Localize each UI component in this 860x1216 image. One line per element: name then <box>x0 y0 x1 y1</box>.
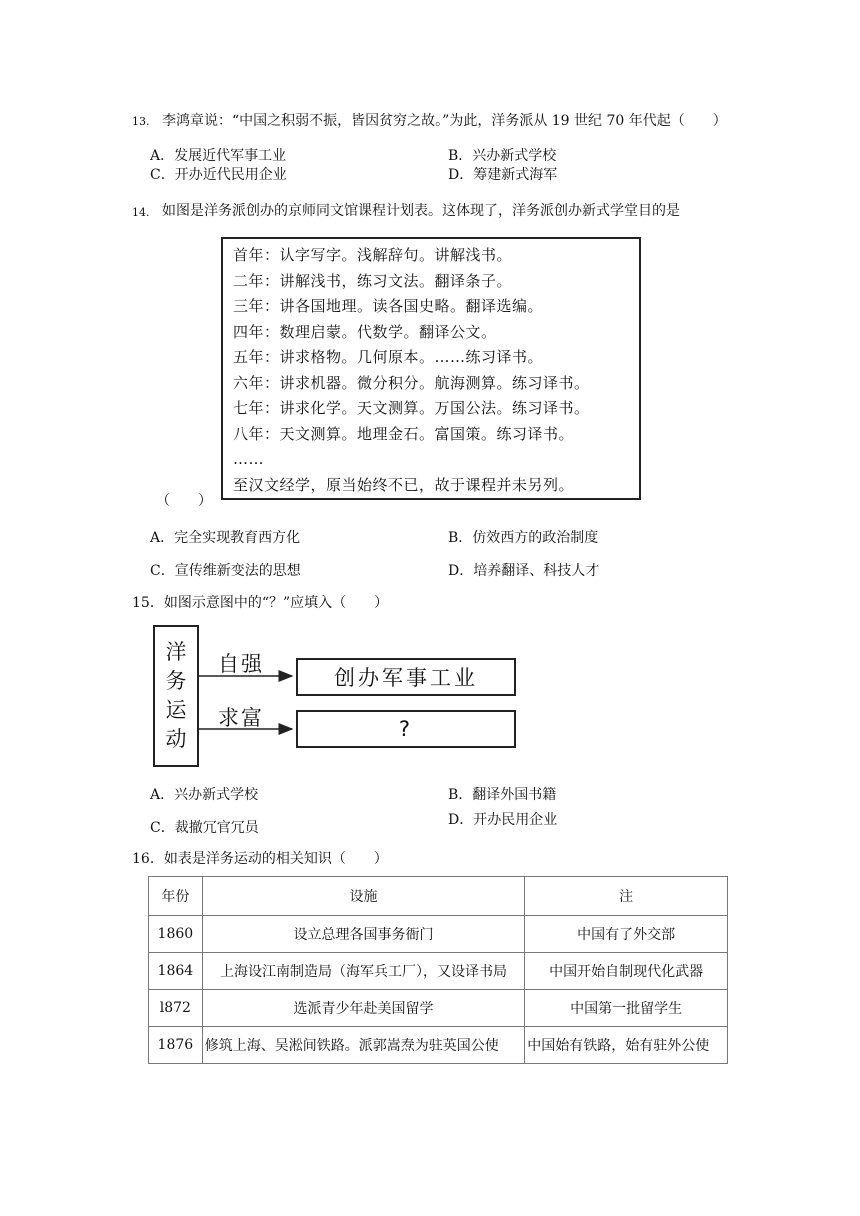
q14-option-a: A．完全实现教育西方化 <box>150 530 301 546</box>
knowledge-table <box>148 876 728 1064</box>
q14-number: 14. <box>132 206 150 219</box>
cell-facility: 上海设江南制造局（海军兵工厂），又设译书局 <box>202 953 525 990</box>
q13-option-d: D．筹建新式海军 <box>448 167 558 183</box>
cell-note: 中国始有铁路，始有驻外公使 <box>525 1027 728 1064</box>
movement-diagram <box>150 622 530 772</box>
course-line-7: 七年：讲求化学。天文测算。万国公法。练习译书。 <box>233 399 590 417</box>
cell-year: 1864 <box>149 953 203 990</box>
q15-option-d: D．开办民用企业 <box>448 812 558 828</box>
table-row <box>149 916 728 953</box>
q14-answer-bracket: （ ） <box>156 493 212 509</box>
table-row <box>149 1027 728 1064</box>
course-line-2: 二年：讲解浅书，练习文法。翻译条子。 <box>233 271 513 290</box>
cell-note: 中国第一批留学生 <box>525 990 728 1027</box>
label-seeking-wealth: 求富 <box>218 706 264 730</box>
q15-option-a: A．兴办新式学校 <box>150 787 259 803</box>
q14-stem: 如图是洋务派创办的京师同文馆课程计划表。这体现了，洋务派创办新式学堂目的是 <box>162 203 680 219</box>
movement-char-3: 运 <box>165 698 187 722</box>
q14-option-d: D．培养翻译、科技人才 <box>448 563 600 579</box>
movement-char-2: 务 <box>165 669 187 693</box>
cell-year: 1860 <box>149 916 203 953</box>
cell-facility: 选派青少年赴美国留学 <box>202 990 525 1027</box>
header-year: 年份 <box>149 877 203 916</box>
box-military-industry: 创办军事工业 <box>296 658 516 696</box>
table-row <box>149 990 728 1027</box>
diagram-arrows <box>150 622 530 772</box>
q13-option-c: C．开办近代民用企业 <box>150 167 287 183</box>
q15-stem: 15．如图示意图中的“？”应填入（ ） <box>132 595 389 611</box>
q15-option-b: B．翻译外国书籍 <box>448 787 557 803</box>
cell-year: l872 <box>149 990 203 1027</box>
course-plan-image <box>221 237 641 500</box>
cell-note: 中国开始自制现代化武器 <box>525 953 728 990</box>
q14-option-c: C．宣传维新变法的思想 <box>150 563 301 579</box>
movement-char-1: 洋 <box>165 640 187 664</box>
q13-option-a: A．发展近代军事工业 <box>150 148 287 164</box>
course-line-9: …… <box>233 450 264 468</box>
cell-year: 1876 <box>149 1027 203 1064</box>
q16-stem: 16．如表是洋务运动的相关知识（ ） <box>132 851 388 867</box>
q15-option-c: C．裁撤冗官冗员 <box>150 820 259 836</box>
cell-facility: 修筑上海、吴淞间铁路。派郭嵩焘为驻英国公使 <box>202 1027 525 1064</box>
box-unknown: ? <box>296 710 516 748</box>
table-header-row <box>149 877 728 916</box>
header-facility: 设施 <box>202 877 525 916</box>
course-line-5: 五年：讲求格物。几何原本。……练习译书。 <box>233 348 544 366</box>
q13-stem: 李鸿章说：“中国之积弱不振，皆因贫穷之故。”为此，洋务派从 19 世纪 70 年代起（ ） <box>162 113 727 129</box>
header-note: 注 <box>525 877 728 916</box>
course-line-8: 八年：天文测算。地理金石。富国策。练习译书。 <box>233 424 575 443</box>
q13-number: 13. <box>132 115 150 128</box>
cell-note: 中国有了外交部 <box>525 916 728 953</box>
label-self-strengthening: 自强 <box>218 652 264 676</box>
course-line-4: 四年：数理启蒙。代数学。翻译公文。 <box>233 322 497 341</box>
course-line-10: 至汉文经学，原当始终不已，故于课程并未另列。 <box>233 475 575 494</box>
q13-option-b: B．兴办新式学校 <box>448 148 557 164</box>
course-line-1: 首年：认字写字。浅解辞句。讲解浅书。 <box>233 246 513 264</box>
table-row <box>149 953 728 990</box>
course-line-6: 六年：讲求机器。微分积分。航海测算。练习译书。 <box>233 373 590 392</box>
q14-option-b: B．仿效西方的政治制度 <box>448 530 599 546</box>
course-line-3: 三年：讲各国地理。读各国史略。翻译选编。 <box>233 297 544 315</box>
cell-facility: 设立总理各国事务衙门 <box>202 916 525 953</box>
movement-char-4: 动 <box>165 727 187 751</box>
